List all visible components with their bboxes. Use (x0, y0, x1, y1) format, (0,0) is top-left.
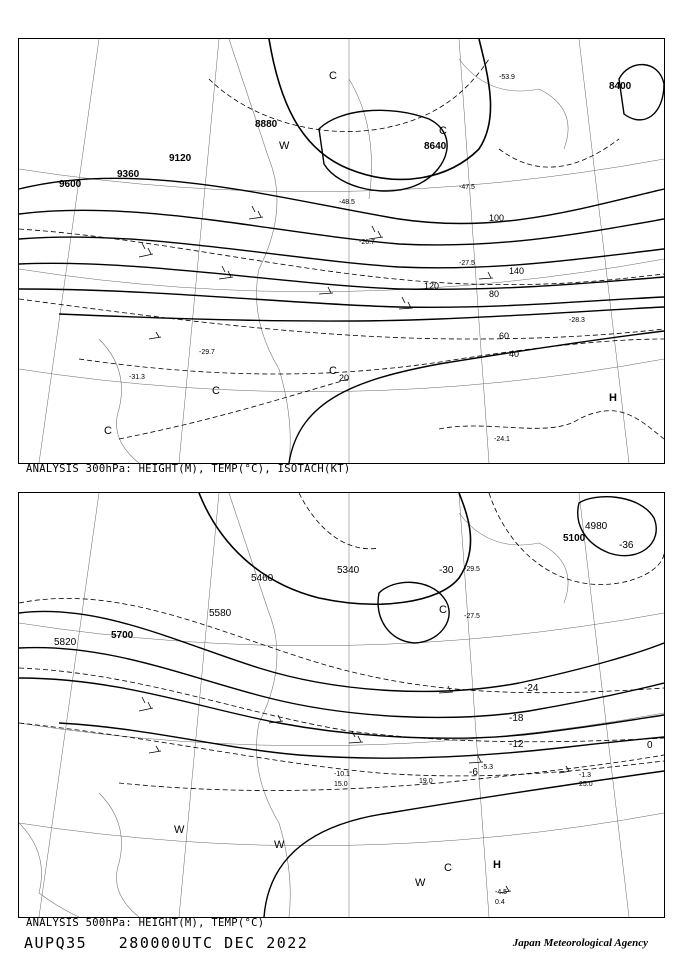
height-label: 9600 (59, 179, 82, 190)
center-marker: H (493, 859, 501, 871)
isotherm-label: -6 (469, 767, 478, 778)
isotherm-label: -24 (524, 683, 539, 694)
point-label: -29.5 (464, 566, 480, 573)
center-marker: C (104, 425, 112, 437)
temp-label: -29.7 (199, 349, 215, 356)
wind-barbs (139, 686, 571, 893)
temp-label: -53.9 (499, 74, 515, 81)
center-marker: C (329, 70, 337, 82)
caption-300hpa: ANALYSIS 300hPa: HEIGHT(M), TEMP(°C), ISOTACH(KT) (26, 463, 351, 475)
height-label: 5460 (251, 573, 274, 584)
isotach-label: 120 (424, 281, 440, 291)
temp-label: -48.5 (339, 199, 355, 206)
point-label: -4.5 (495, 889, 508, 896)
analysis-500hpa-map (19, 493, 664, 917)
isotach-label: 40 (509, 349, 520, 359)
point-label: -1.3 (579, 772, 592, 779)
height-label: 5340 (337, 565, 360, 576)
height-label: 4980 (585, 521, 608, 532)
chart-code: AUPQ35 (24, 934, 88, 952)
point-label: -27.5 (464, 613, 480, 620)
center-marker: C (439, 604, 447, 616)
point-label: -5.3 (481, 764, 494, 771)
analysis-300hpa-map (19, 39, 664, 463)
isotach-label: 60 (499, 331, 510, 341)
point-label: 0.4 (495, 899, 505, 906)
temp-label: -26.7 (359, 239, 375, 246)
coastlines (19, 493, 568, 917)
temp-label: -31.3 (129, 374, 145, 381)
height-contours (19, 493, 664, 917)
isotherm-label: -12 (509, 739, 524, 750)
graticule (19, 493, 664, 917)
point-label: 19.0 (419, 778, 433, 785)
isotach-label: 140 (509, 266, 525, 276)
isotach-label: 20 (339, 373, 350, 383)
temp-label: -47.5 (459, 184, 475, 191)
height-label: 5700 (111, 630, 134, 641)
isotherm-label: -36 (619, 540, 634, 551)
analysis-300hpa-panel (18, 38, 665, 464)
map-labels-300 (59, 70, 632, 443)
height-label: 8880 (255, 119, 278, 130)
center-marker: H (609, 392, 617, 404)
temp-label: -28.3 (569, 317, 585, 324)
center-marker: W (174, 824, 185, 836)
isotherm-label: -30 (439, 565, 454, 576)
height-label: 9120 (169, 153, 192, 164)
height-contours (19, 39, 664, 463)
height-label: 8400 (609, 81, 632, 92)
valid-time: 280000UTC DEC 2022 (118, 934, 309, 952)
isotach-label: 100 (489, 213, 505, 223)
center-marker: W (415, 877, 426, 889)
center-marker: W (274, 839, 285, 851)
agency-name: Japan Meteorological Agency (512, 937, 648, 949)
center-marker: W (279, 140, 290, 152)
temp-label: -27.5 (459, 260, 475, 267)
temp-label: -24.1 (494, 436, 510, 443)
height-label: 5580 (209, 608, 232, 619)
chart-identifier (24, 934, 308, 952)
center-marker: C (439, 125, 447, 137)
center-marker: C (212, 385, 220, 397)
coastlines (99, 39, 568, 463)
height-label: 5820 (54, 637, 77, 648)
graticule (19, 39, 664, 463)
center-marker: C (444, 862, 452, 874)
caption-500hpa: ANALYSIS 500hPa: HEIGHT(M), TEMP(°C) (26, 917, 265, 929)
point-label: -10.1 (334, 771, 350, 778)
isotherm-label: -18 (509, 713, 524, 724)
height-label: 9360 (117, 169, 140, 180)
height-label: 8640 (424, 141, 447, 152)
point-label: 15.0 (334, 781, 348, 788)
point-label: 25.0 (579, 781, 593, 788)
analysis-500hpa-panel (18, 492, 665, 918)
isotherm-label: 0 (647, 740, 653, 751)
isotach-label: 80 (489, 289, 500, 299)
center-marker: C (329, 365, 337, 377)
height-label: 5100 (563, 533, 586, 544)
